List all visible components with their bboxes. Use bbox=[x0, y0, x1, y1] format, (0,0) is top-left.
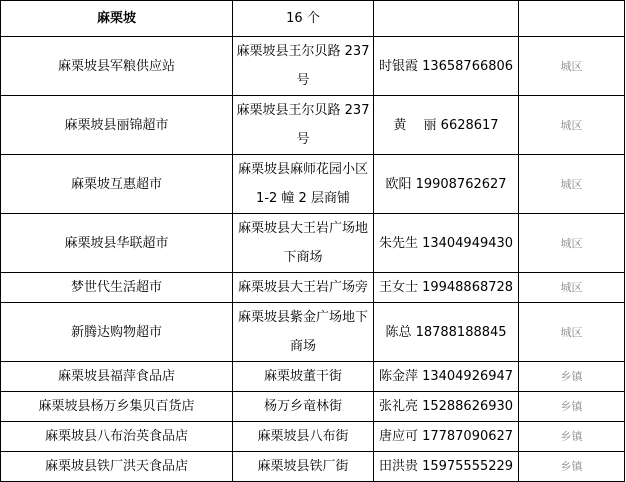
store-contact: 唐应可 17787090627 bbox=[374, 422, 519, 452]
table-row bbox=[1, 214, 625, 273]
store-address: 麻栗坡县王尔贝路 237 号 bbox=[233, 37, 374, 96]
store-name: 麻栗坡县铁厂洪天食品店 bbox=[1, 452, 233, 482]
store-address: 麻栗坡县大王岩广场旁 bbox=[233, 273, 374, 303]
store-region: 城区 bbox=[519, 96, 625, 155]
store-region: 乡镇 bbox=[519, 362, 625, 392]
store-name: 麻栗坡县华联超市 bbox=[1, 214, 233, 273]
table-row bbox=[1, 96, 625, 155]
store-region: 城区 bbox=[519, 214, 625, 273]
store-contact: 王女士 19948868728 bbox=[374, 273, 519, 303]
store-name: 麻栗坡互惠超市 bbox=[1, 155, 233, 214]
store-contact: 田洪贵 15975555229 bbox=[374, 452, 519, 482]
table-row bbox=[1, 422, 625, 452]
store-name: 新腾达购物超市 bbox=[1, 303, 233, 362]
store-address: 麻栗坡县紫金广场地下 商场 bbox=[233, 303, 374, 362]
store-address: 杨万乡竜林街 bbox=[233, 392, 374, 422]
store-region: 城区 bbox=[519, 303, 625, 362]
store-contact: 黄 丽 6628617 bbox=[374, 96, 519, 155]
store-name: 梦世代生活超市 bbox=[1, 273, 233, 303]
table-row bbox=[1, 392, 625, 422]
store-address: 麻栗坡县麻师花园小区 1-2 幢 2 层商铺 bbox=[233, 155, 374, 214]
header-region-cell bbox=[519, 1, 625, 37]
store-region: 乡镇 bbox=[519, 452, 625, 482]
store-name: 麻栗坡县福萍食品店 bbox=[1, 362, 233, 392]
store-address: 麻栗坡县铁厂街 bbox=[233, 452, 374, 482]
area-cell: 麻栗坡 bbox=[1, 1, 233, 37]
store-contact: 张礼亮 15288626930 bbox=[374, 392, 519, 422]
table-row bbox=[1, 155, 625, 214]
store-name: 麻栗坡县军粮供应站 bbox=[1, 37, 233, 96]
header-row bbox=[1, 1, 625, 37]
store-region: 城区 bbox=[519, 155, 625, 214]
store-address: 麻栗坡县大王岩广场地 下商场 bbox=[233, 214, 374, 273]
header-contact-cell bbox=[374, 1, 519, 37]
table-row bbox=[1, 303, 625, 362]
table-row bbox=[1, 452, 625, 482]
store-address: 麻栗坡董干街 bbox=[233, 362, 374, 392]
store-region: 乡镇 bbox=[519, 422, 625, 452]
table-row bbox=[1, 273, 625, 303]
store-region: 城区 bbox=[519, 37, 625, 96]
store-name: 麻栗坡县八布治英食品店 bbox=[1, 422, 233, 452]
count-cell: 16 个 bbox=[233, 1, 374, 37]
store-contact: 朱先生 13404949430 bbox=[374, 214, 519, 273]
store-address: 麻栗坡县八布街 bbox=[233, 422, 374, 452]
store-name: 麻栗坡县丽锦超市 bbox=[1, 96, 233, 155]
store-contact: 时银霞 13658766806 bbox=[374, 37, 519, 96]
table-row bbox=[1, 362, 625, 392]
table-row bbox=[1, 37, 625, 96]
store-address: 麻栗坡县王尔贝路 237 号 bbox=[233, 96, 374, 155]
store-region: 乡镇 bbox=[519, 392, 625, 422]
store-region: 城区 bbox=[519, 273, 625, 303]
store-contact: 欧阳 19908762627 bbox=[374, 155, 519, 214]
store-contact: 陈金萍 13404926947 bbox=[374, 362, 519, 392]
store-name: 麻栗坡县杨万乡集贝百货店 bbox=[1, 392, 233, 422]
store-contact: 陈总 18788188845 bbox=[374, 303, 519, 362]
